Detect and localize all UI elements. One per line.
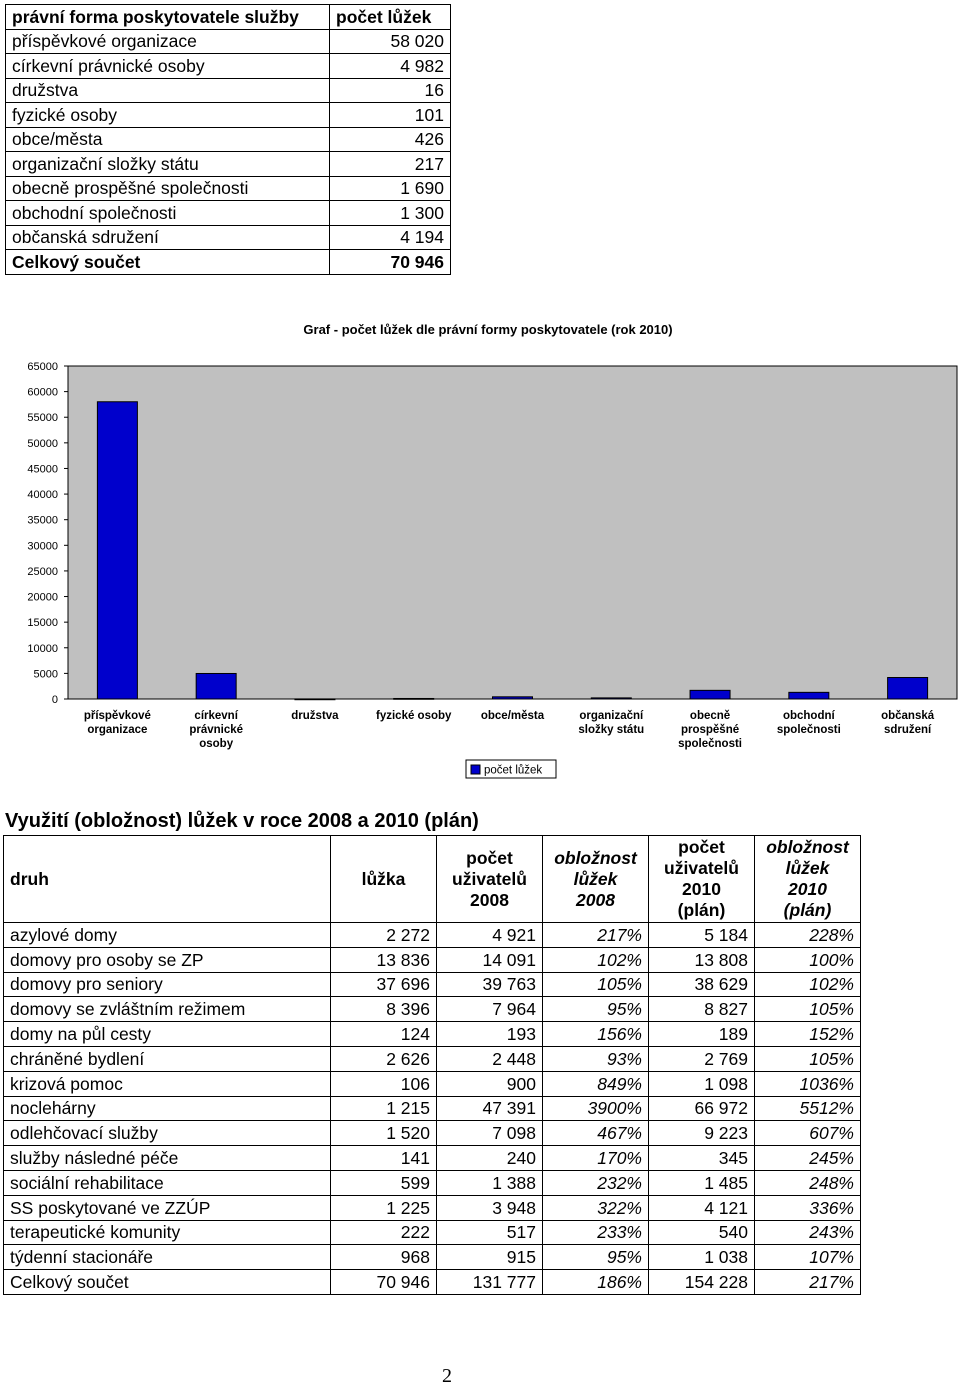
table-row <box>6 54 451 79</box>
legend-swatch <box>471 765 480 774</box>
beds-cell: 1 225 <box>331 1195 437 1220</box>
page-number: 2 <box>442 1365 452 1387</box>
legend-label: počet lůžek <box>484 764 543 777</box>
beds-cell: 4 194 <box>330 225 451 250</box>
table-row <box>4 1146 861 1171</box>
beds-cell: 222 <box>331 1220 437 1245</box>
type-cell: noclehárny <box>4 1096 331 1121</box>
users-2010-cell: 5 184 <box>649 923 755 948</box>
legal-form-cell: občanská sdružení <box>6 225 330 250</box>
table-row <box>4 1071 861 1096</box>
type-cell: krizová pomoc <box>4 1071 331 1096</box>
x-tick-label: složky státu <box>578 724 645 736</box>
y-tick-label: 40000 <box>27 489 58 502</box>
occupancy-heading: Využití (obložnost) lůžek v roce 2008 a 2010 (plán) <box>5 810 479 832</box>
bar-5 <box>591 698 631 699</box>
occupancy-2010-cell: 105% <box>755 997 861 1022</box>
y-tick-label: 30000 <box>27 540 58 553</box>
y-tick-label: 35000 <box>27 514 58 527</box>
x-tick-label: osoby <box>199 738 234 750</box>
y-tick-label: 65000 <box>27 361 58 373</box>
x-tick-label: příspěvkové <box>83 710 151 722</box>
header-legal-form: právní forma poskytovatele služby <box>6 5 330 30</box>
x-tick-label: družstva <box>291 710 339 722</box>
users-2008-cell: 240 <box>437 1146 543 1171</box>
table-row <box>4 1245 861 1270</box>
x-tick-label: obce/města <box>480 710 545 722</box>
table-row <box>4 1170 861 1195</box>
occupancy-table <box>3 835 861 1295</box>
occupancy-2008-cell: 322% <box>543 1195 649 1220</box>
occupancy-2008-cell: 95% <box>543 997 649 1022</box>
header-users-2008: počet uživatelů 2008 <box>437 836 543 923</box>
type-cell: odlehčovací služby <box>4 1121 331 1146</box>
table-row <box>4 947 861 972</box>
table-row <box>6 29 451 54</box>
table-row <box>4 972 861 997</box>
occupancy-2008-cell: 186% <box>543 1270 649 1295</box>
occupancy-2008-cell: 233% <box>543 1220 649 1245</box>
header-occupancy-2010: obložnost lůžek 2010 (plán) <box>755 836 861 923</box>
table-header-row <box>6 5 451 30</box>
users-2010-cell: 9 223 <box>649 1121 755 1146</box>
x-tick-label: organizace <box>87 724 148 736</box>
table-row <box>6 103 451 128</box>
users-2010-cell: 1 098 <box>649 1071 755 1096</box>
occupancy-2010-cell: 217% <box>755 1270 861 1295</box>
type-cell: terapeutické komunity <box>4 1220 331 1245</box>
occupancy-2010-cell: 102% <box>755 972 861 997</box>
bar-1 <box>196 673 236 699</box>
type-cell: týdenní stacionáře <box>4 1245 331 1270</box>
users-2008-cell: 193 <box>437 1022 543 1047</box>
users-2008-cell: 7 098 <box>437 1121 543 1146</box>
users-2008-cell: 7 964 <box>437 997 543 1022</box>
y-tick-label: 55000 <box>27 412 58 425</box>
beds-cell: 1 690 <box>330 176 451 201</box>
table-row <box>4 923 861 948</box>
users-2008-cell: 915 <box>437 1245 543 1270</box>
occupancy-2008-cell: 217% <box>543 923 649 948</box>
beds-cell: 124 <box>331 1022 437 1047</box>
occupancy-2008-cell: 156% <box>543 1022 649 1047</box>
users-2010-cell: 154 228 <box>649 1270 755 1295</box>
x-tick-label: církevní <box>194 710 238 722</box>
users-2010-cell: 1 485 <box>649 1170 755 1195</box>
beds-cell: 8 396 <box>331 997 437 1022</box>
table-row <box>6 78 451 103</box>
type-cell: Celkový součet <box>4 1270 331 1295</box>
y-tick-label: 25000 <box>27 565 58 578</box>
beds-cell: 217 <box>330 152 451 177</box>
type-cell: domovy pro seniory <box>4 972 331 997</box>
header-occupancy-2008: obložnost lůžek 2008 <box>543 836 649 923</box>
header-beds: počet lůžek <box>330 5 451 30</box>
legal-form-cell: obchodní společnosti <box>6 201 330 226</box>
occupancy-2008-cell: 849% <box>543 1071 649 1096</box>
occupancy-2008-cell: 102% <box>543 947 649 972</box>
type-cell: azylové domy <box>4 923 331 948</box>
beds-bar-chart <box>0 310 960 780</box>
users-2008-cell: 3 948 <box>437 1195 543 1220</box>
table-row <box>4 1022 861 1047</box>
table-row <box>6 152 451 177</box>
type-cell: domovy pro osoby se ZP <box>4 947 331 972</box>
occupancy-2010-cell: 5512% <box>755 1096 861 1121</box>
table-row <box>6 225 451 250</box>
x-tick-label: občanská <box>881 710 935 722</box>
x-tick-label: společnosti <box>776 724 841 736</box>
legal-form-cell: Celkový součet <box>6 250 330 275</box>
table-row <box>4 1121 861 1146</box>
type-cell: domy na půl cesty <box>4 1022 331 1047</box>
y-tick-label: 10000 <box>27 642 58 655</box>
type-cell: sociální rehabilitace <box>4 1170 331 1195</box>
beds-cell: 106 <box>331 1071 437 1096</box>
legal-form-cell: obecně prospěšné společnosti <box>6 176 330 201</box>
legal-form-cell: příspěvkové organizace <box>6 29 330 54</box>
y-tick-label: 45000 <box>27 463 58 476</box>
users-2008-cell: 900 <box>437 1071 543 1096</box>
beds-cell: 599 <box>331 1170 437 1195</box>
total-row <box>6 250 451 275</box>
table-row <box>4 997 861 1022</box>
total-row <box>4 1270 861 1295</box>
y-tick-label: 15000 <box>27 617 58 630</box>
occupancy-2010-cell: 248% <box>755 1170 861 1195</box>
x-tick-label: fyzické osoby <box>376 710 452 722</box>
bar-7 <box>789 692 829 699</box>
header-beds: lůžka <box>331 836 437 923</box>
occupancy-2008-cell: 170% <box>543 1146 649 1171</box>
bar-0 <box>97 402 137 699</box>
occupancy-2008-cell: 467% <box>543 1121 649 1146</box>
legal-form-cell: organizační složky státu <box>6 152 330 177</box>
x-tick-label: obchodní <box>782 710 835 722</box>
y-tick-label: 0 <box>51 694 58 706</box>
users-2010-cell: 189 <box>649 1022 755 1047</box>
occupancy-2010-cell: 245% <box>755 1146 861 1171</box>
y-tick-label: 5000 <box>33 668 58 681</box>
y-tick-label: 60000 <box>27 386 58 399</box>
users-2010-cell: 66 972 <box>649 1096 755 1121</box>
users-2010-cell: 8 827 <box>649 997 755 1022</box>
beds-cell: 70 946 <box>330 250 451 275</box>
users-2008-cell: 517 <box>437 1220 543 1245</box>
legal-form-cell: církevní právnické osoby <box>6 54 330 79</box>
occupancy-2008-cell: 232% <box>543 1170 649 1195</box>
users-2010-cell: 13 808 <box>649 947 755 972</box>
beds-cell: 426 <box>330 127 451 152</box>
users-2010-cell: 1 038 <box>649 1245 755 1270</box>
y-tick-label: 50000 <box>27 437 58 450</box>
occupancy-2008-cell: 105% <box>543 972 649 997</box>
occupancy-2010-cell: 607% <box>755 1121 861 1146</box>
beds-cell: 1 300 <box>330 201 451 226</box>
users-2008-cell: 4 921 <box>437 923 543 948</box>
users-2010-cell: 345 <box>649 1146 755 1171</box>
x-tick-label: právnické <box>189 724 244 736</box>
users-2010-cell: 540 <box>649 1220 755 1245</box>
users-2008-cell: 1 388 <box>437 1170 543 1195</box>
beds-cell: 968 <box>331 1245 437 1270</box>
occupancy-2010-cell: 152% <box>755 1022 861 1047</box>
beds-cell: 101 <box>330 103 451 128</box>
y-tick-label: 20000 <box>27 591 58 604</box>
table-row <box>4 1046 861 1071</box>
users-2008-cell: 39 763 <box>437 972 543 997</box>
beds-cell: 141 <box>331 1146 437 1171</box>
beds-cell: 13 836 <box>331 947 437 972</box>
x-tick-label: společnosti <box>678 738 743 750</box>
occupancy-2010-cell: 1036% <box>755 1071 861 1096</box>
type-cell: služby následné péče <box>4 1146 331 1171</box>
users-2008-cell: 14 091 <box>437 947 543 972</box>
users-2010-cell: 2 769 <box>649 1046 755 1071</box>
x-tick-label: obecně <box>689 710 731 722</box>
legal-form-cell: družstva <box>6 78 330 103</box>
x-tick-label: prospěšné <box>680 724 740 736</box>
bar-4 <box>493 697 533 699</box>
legal-form-cell: obce/města <box>6 127 330 152</box>
type-cell: domovy se zvláštním režimem <box>4 997 331 1022</box>
x-tick-label: organizační <box>579 710 644 722</box>
table-header-row <box>4 836 861 923</box>
beds-cell: 2 626 <box>331 1046 437 1071</box>
occupancy-2010-cell: 228% <box>755 923 861 948</box>
occupancy-2010-cell: 107% <box>755 1245 861 1270</box>
beds-cell: 58 020 <box>330 29 451 54</box>
occupancy-2010-cell: 100% <box>755 947 861 972</box>
plot-area <box>68 366 957 699</box>
users-2008-cell: 47 391 <box>437 1096 543 1121</box>
occupancy-2008-cell: 3900% <box>543 1096 649 1121</box>
table-row <box>4 1220 861 1245</box>
header-users-2010: počet uživatelů 2010 (plán) <box>649 836 755 923</box>
bar-3 <box>394 698 434 699</box>
table-row <box>6 201 451 226</box>
beds-cell: 2 272 <box>331 923 437 948</box>
legal-form-cell: fyzické osoby <box>6 103 330 128</box>
beds-by-legal-form-table <box>5 4 451 275</box>
users-2010-cell: 38 629 <box>649 972 755 997</box>
x-tick-label: sdružení <box>883 724 932 736</box>
table-row <box>4 1195 861 1220</box>
occupancy-2008-cell: 95% <box>543 1245 649 1270</box>
beds-cell: 4 982 <box>330 54 451 79</box>
table-row <box>6 127 451 152</box>
beds-cell: 1 215 <box>331 1096 437 1121</box>
bar-2 <box>295 699 335 700</box>
type-cell: SS poskytované ve ZZÚP <box>4 1195 331 1220</box>
bar-8 <box>888 678 928 699</box>
header-type: druh <box>4 836 331 923</box>
type-cell: chráněné bydlení <box>4 1046 331 1071</box>
beds-cell: 16 <box>330 78 451 103</box>
beds-cell: 37 696 <box>331 972 437 997</box>
occupancy-2008-cell: 93% <box>543 1046 649 1071</box>
occupancy-2010-cell: 243% <box>755 1220 861 1245</box>
beds-cell: 1 520 <box>331 1121 437 1146</box>
chart-title: Graf - počet lůžek dle právní formy poskytovatele (rok 2010) <box>303 322 673 337</box>
occupancy-2010-cell: 336% <box>755 1195 861 1220</box>
table-row <box>6 176 451 201</box>
users-2010-cell: 4 121 <box>649 1195 755 1220</box>
occupancy-2010-cell: 105% <box>755 1046 861 1071</box>
users-2008-cell: 2 448 <box>437 1046 543 1071</box>
bar-6 <box>690 690 730 699</box>
users-2008-cell: 131 777 <box>437 1270 543 1295</box>
beds-cell: 70 946 <box>331 1270 437 1295</box>
table-row <box>4 1096 861 1121</box>
